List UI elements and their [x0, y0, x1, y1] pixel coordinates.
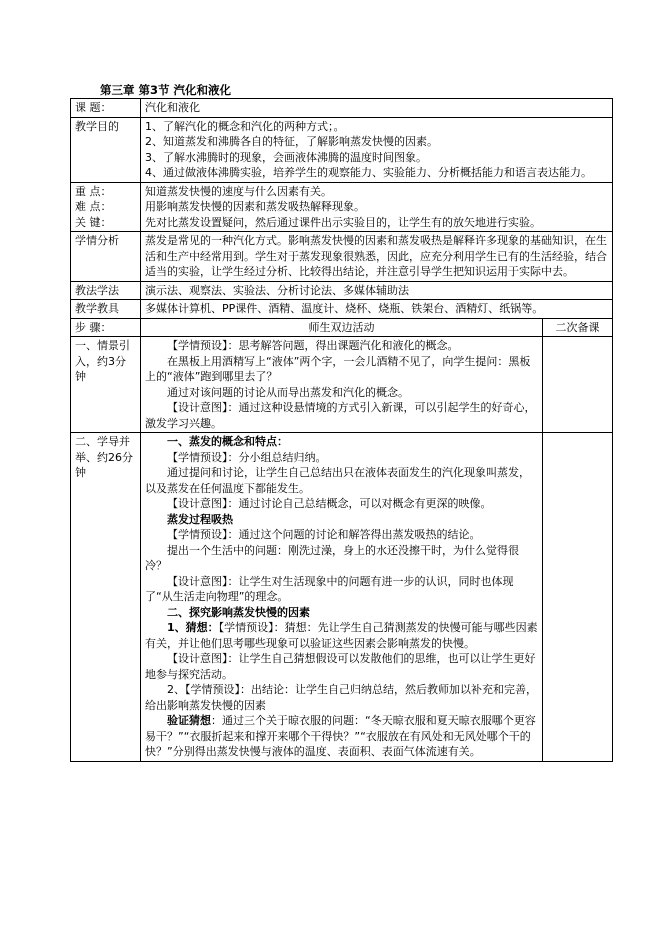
- label-key: 重 点：: [75, 184, 112, 198]
- label-methods: 教法学法: [71, 281, 141, 300]
- step1-line: 在黑板上用酒精写上“液体”两个字，一会儿酒精不见了，向学生提问：黑板上的“液体”跑到哪里去了？: [145, 354, 531, 383]
- label-goals: 教学目的: [71, 117, 141, 182]
- value-goals: [141, 117, 613, 182]
- goal-item: 4、通过做液体沸腾实验，培养学生的观察能力、实验能力、分析概括能力和语言表达能力。: [145, 166, 592, 179]
- label-tools: 教学教具: [71, 300, 141, 319]
- header-note: 二次备课: [543, 318, 613, 337]
- header-activity: 师生双边活动: [141, 318, 543, 337]
- paragraph: 【学情预设】：通过这个问题的讨论和解答得出蒸发吸热的结论。: [167, 528, 481, 541]
- lesson-plan-table: [70, 98, 613, 762]
- note-step1: [543, 337, 613, 433]
- guess-label: 1、猜想：: [167, 621, 219, 634]
- paragraph: 【设计意图】：通过讨论自己总结概念，可以对概念有更深的映像。: [167, 497, 492, 510]
- section-heading: 一、蒸发的概念和特点：: [167, 435, 288, 448]
- content-step2: [141, 433, 543, 762]
- value-key-points: [141, 182, 613, 232]
- verify-label: 验证猜想: [167, 714, 211, 727]
- paragraph: 2、【学情预设】：出结论：让学生自己归纳总结，然后教师加以补充和完善，给出影响蒸发快慢的因素: [145, 683, 537, 712]
- section-heading: 二、探究影响蒸发快慢的因素: [167, 605, 310, 619]
- guess-text: 【学情预设】：猜想：先让学生自己猜测蒸发的快慢可能与哪些因素有关，并让他们思考哪些现象可以验证这些因素会影响蒸发的快慢。: [145, 621, 538, 650]
- key-item: 知道蒸发快慢的速度与什么因素有关。: [145, 184, 332, 198]
- step1-line: 【设计意图】：通过这种设悬情境的方式引入新课，可以引起学生的好奇心，激发学习兴趣。: [145, 401, 536, 430]
- label-crux: 关 键：: [75, 215, 112, 229]
- row-tools: [71, 300, 613, 319]
- header-step: 步 骤：: [71, 318, 141, 337]
- row-analysis: [71, 232, 613, 282]
- value-analysis: 蒸发是常见的一种汽化方式。影响蒸发快慢的因素和蒸发吸热是解释许多现象的基础知识，在生活和生产中经常用到。学生对于蒸发现象很熟悉，因此，应充分利用学生已有的生活经验，结合适当的实验，让学生经过分析、比较得出结论，并注意引导学生把知识运用于实际中去。: [141, 232, 613, 282]
- content-step1: [141, 337, 543, 433]
- paragraph: 提出一个生活中的问题：刚洗过澡，身上的水还没擦干时，为什么觉得很冷？: [145, 543, 519, 572]
- row-methods: [71, 281, 613, 300]
- key-item: 先对比蒸发设置疑问，然后通过课件出示实验目的，让学生有的放矢地进行实验。: [145, 215, 541, 229]
- goal-item: 1、了解汽化的概念和汽化的两种方式；。: [145, 119, 345, 133]
- key-item: 用影响蒸发快慢的因素和蒸发吸热解释现象。: [145, 200, 365, 213]
- row-goals: [71, 117, 613, 182]
- row-key-points: [71, 182, 613, 232]
- goal-item: 3、了解水沸腾时的现象，会画液体沸腾的温度时间图象。: [145, 150, 427, 164]
- row-step2: [71, 433, 613, 762]
- label-difficulty: 难 点：: [75, 200, 112, 213]
- step1-line: 通过对该问题的讨论从而导出蒸发和汽化的概念。: [167, 385, 409, 399]
- goal-item: 2、知道蒸发和沸腾各自的特征，了解影响蒸发快慢的因素。: [145, 135, 438, 148]
- paragraph: 通过提问和讨论，让学生自己总结出只在液体表面发生的汽化现象叫蒸发，以及蒸发在任何温度下都能发生。: [145, 466, 530, 495]
- row-header: [71, 318, 613, 337]
- paragraph: [145, 620, 538, 651]
- verify-text: ：通过三个关于晾衣服的问题：“冬天晾衣服和夏天晾衣服哪个更容易干？”“衣服折起来和撑开来哪个干得快？”“衣服放在有风处和无风处哪个干的快？”分别得出蒸发快慢与液体的温度、表面积、表面气体流速有关。: [145, 714, 536, 758]
- value-topic: 汽化和液化: [141, 99, 613, 118]
- row-step1: [71, 337, 613, 433]
- paragraph: 【设计意图】：让学生自己猜想假设可以发散他们的思维，也可以让学生更好地参与探究活动。: [145, 652, 536, 681]
- paragraph: [145, 713, 538, 760]
- value-tools: 多媒体计算机、PP课件、酒精、温度计、烧杯、烧瓶、铁架台、酒精灯、纸锅等。: [141, 300, 613, 319]
- paragraph: 【学情预设】：分小组总结归纳。: [167, 450, 327, 464]
- paragraph: 【设计意图】：让学生对生活现象中的问题有进一步的认识，同时也体现了“从生活走向物理”的理念。: [145, 574, 514, 603]
- label-topic: 课 题：: [71, 99, 141, 118]
- section-heading: 蒸发过程吸热: [167, 512, 233, 526]
- row-topic: [71, 99, 613, 118]
- label-key-points: [71, 182, 141, 232]
- label-analysis: 学情分析: [71, 232, 141, 282]
- note-step2: [543, 433, 613, 762]
- label-step1: 一、情景引入，约3分钟: [71, 337, 141, 433]
- step1-line: 【学情预设】：思考解答问题，得出课题汽化和液化的概念。: [167, 339, 459, 352]
- value-methods: 演示法、观察法、实验法、分析讨论法、多媒体辅助法: [141, 281, 613, 300]
- document-title: 第三章 第3节 汽化和液化: [100, 83, 232, 97]
- label-step2: 二、学导并举、约26分钟: [71, 433, 141, 762]
